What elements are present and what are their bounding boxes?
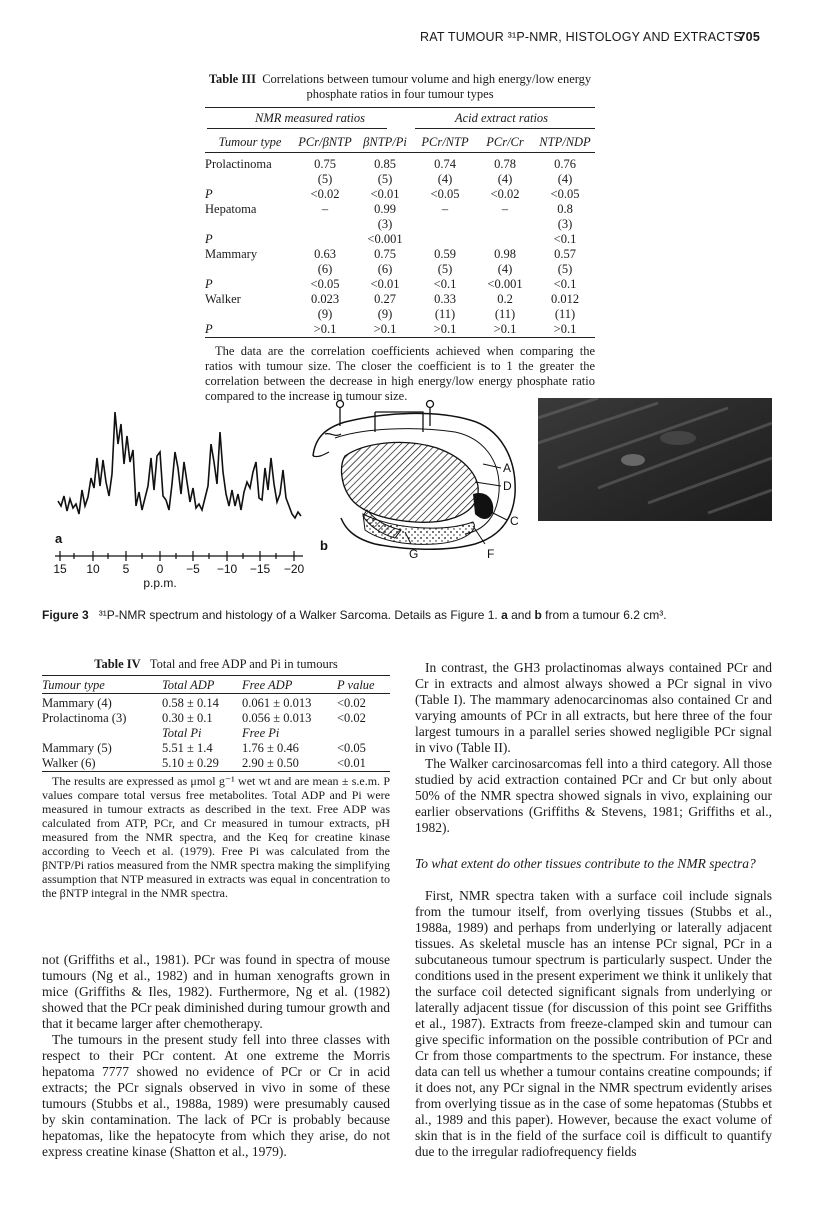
table-cell: (11) (434, 306, 456, 321)
table-cell: 0.76 (554, 156, 576, 171)
table-cell: >0.1 (313, 321, 337, 336)
table-cell: <0.1 (433, 276, 457, 291)
axis-tick-label: −5 (186, 562, 200, 576)
figure-3-histology-diagram (305, 398, 530, 573)
table-cell: 0.98 (494, 246, 516, 261)
figure-3-caption-b: b (534, 608, 542, 622)
table-3-caption-line1: Correlations between tumour volume and high energy/low energy (262, 72, 592, 86)
running-head-title: RAT TUMOUR ³¹P-NMR, HISTOLOGY AND EXTRACTS (420, 30, 742, 44)
table-cell: (4) (557, 171, 573, 186)
table-cell: <0.02 (490, 186, 520, 201)
table-cell: 1.76 ± 0.46 (242, 741, 299, 755)
table-cell: >0.1 (493, 321, 517, 336)
table-cell: 0.27 (374, 291, 396, 306)
histology-micrograph (538, 398, 772, 521)
table-cell: (4) (497, 261, 513, 276)
region-label-c: C (510, 514, 519, 528)
table-cell: Prolactinoma (3) (42, 711, 127, 725)
table-row (205, 217, 595, 232)
table-cell: (4) (497, 171, 513, 186)
table-cell: <0.05 (430, 186, 460, 201)
body-paragraph: The tumours in the present study fell into three classes with respect to their PCr content. At one extreme the Morris hepatoma 7777 showed no evidence of PCr or Cr in acid extracts; the PCr signals observed in vivo in some of these tumours (Stubbs et al., 1988a, 1989) were presumably caused by skin contamination. The lack of PCr is probably because hepatomas, like the hepatocyte from which they arise, do not express creatine kinase (Shatton et al., 1979). (42, 1032, 390, 1159)
table-3 (205, 72, 595, 404)
table-row (205, 187, 595, 202)
table-4-grid (42, 675, 390, 774)
table-cell: 0.78 (494, 156, 516, 171)
table-3-header-cell: PCr/βNTP (298, 135, 352, 150)
table-3-caption-line2: phosphate ratios in four tumour types (306, 87, 494, 101)
table-cell: >0.1 (553, 321, 577, 336)
table-cell: Mammary (5) (42, 741, 112, 755)
table-cell: (6) (317, 261, 333, 276)
table-cell: (11) (554, 306, 576, 321)
table-cell: (5) (377, 171, 393, 186)
figure-3-spectrum (45, 398, 315, 598)
table-cell: 0.57 (554, 246, 576, 261)
table-cell: Walker (6) (42, 756, 96, 770)
body-paragraph: The Walker carcinosarcomas fell into a third category. All those studied by acid extraction contained PCr and Cr but only about 50% of the NMR spectra showed signals in vivo, explaining our earlier observations (Griffiths & Stevens, 1981; Griffiths et al., 1982). (415, 756, 772, 835)
table-cell: 0.99 (374, 201, 396, 216)
table-cell (337, 726, 390, 741)
table-row (42, 696, 390, 711)
table-cell: 0.58 ± 0.14 (162, 696, 219, 710)
running-head (420, 30, 760, 44)
table-row (205, 292, 595, 307)
table-4-label: Table IV (94, 657, 141, 671)
table-cell (205, 217, 295, 232)
table-cell: <0.001 (487, 276, 523, 291)
table-cell: Mammary (4) (42, 696, 112, 710)
table-cell (295, 232, 355, 247)
table-cell (415, 232, 475, 247)
table-cell: <0.05 (550, 186, 580, 201)
table-cell: (9) (377, 306, 393, 321)
panel-a-label: a (55, 531, 63, 546)
table-cell: 5.10 ± 0.29 (162, 756, 219, 770)
panel-b-label: b (320, 538, 328, 553)
table-4-caption-text: Total and free ADP and Pi in tumours (149, 657, 338, 671)
table-cell: Prolactinoma (205, 156, 272, 171)
figure-3-caption-a: a (501, 608, 508, 622)
table-cell: P (205, 276, 213, 291)
table-cell: P (205, 186, 213, 201)
axis-tick-label: 5 (122, 562, 130, 576)
table-cell: 0.75 (314, 156, 336, 171)
table-row (205, 262, 595, 277)
table-cell: Mammary (205, 246, 258, 261)
table-row (205, 277, 595, 292)
axis-tick-label: 0 (156, 562, 164, 576)
table-row (205, 307, 595, 322)
table-cell: (4) (437, 171, 453, 186)
axis-tick-label: −15 (249, 562, 271, 576)
table-cell: 0.75 (374, 246, 396, 261)
table-cell: <0.01 (337, 756, 366, 770)
table-3-header-cell: PCr/Cr (486, 135, 524, 150)
table-cell (295, 217, 355, 232)
table-row (205, 322, 595, 338)
table-cell (42, 726, 162, 741)
table-4-header-cell: Free ADP (242, 678, 293, 692)
table-cell: (9) (317, 306, 333, 321)
region-label-f: F (487, 547, 495, 561)
figure-3-caption-end: from a tumour 6.2 cm³. (545, 608, 667, 622)
table-cell: >0.1 (433, 321, 457, 336)
table-cell: – (321, 201, 329, 216)
table-cell: <0.01 (370, 186, 400, 201)
table-row (205, 172, 595, 187)
table-cell: 0.85 (374, 156, 396, 171)
figure-3-caption (42, 608, 772, 622)
axis-unit-label: p.p.m. (143, 576, 177, 590)
table-cell: 5.51 ± 1.4 (162, 741, 213, 755)
right-column-text (415, 660, 772, 1160)
table-cell (205, 307, 295, 322)
table-cell (205, 262, 295, 277)
table-cell: (5) (317, 171, 333, 186)
figure-3-caption-text: ³¹P-NMR spectrum and histology of a Walker Sarcoma. Details as Figure 1. (98, 608, 498, 622)
table-cell: 0.061 ± 0.013 (242, 696, 312, 710)
region-label-d: D (503, 479, 512, 493)
table-3-group-acid: Acid extract ratios (455, 111, 549, 125)
figure-3-caption-and: and (511, 608, 532, 622)
table-cell: – (441, 201, 449, 216)
table-cell: (5) (557, 261, 573, 276)
axis-tick-label: −10 (216, 562, 238, 576)
axis-tick-label: −20 (283, 562, 305, 576)
page-number: 705 (738, 30, 760, 44)
axis-tick-label: 10 (86, 562, 100, 576)
table-cell: 0.056 ± 0.013 (242, 711, 312, 725)
table-cell: Free Pi (242, 726, 280, 740)
table-cell: Total Pi (162, 726, 202, 740)
table-cell: <0.02 (337, 711, 366, 725)
table-cell: – (501, 201, 509, 216)
table-cell (475, 217, 535, 232)
table-row (42, 756, 390, 772)
table-3-header-cell: NTP/NDP (539, 135, 591, 150)
table-row (205, 202, 595, 217)
table-cell: (3) (377, 216, 393, 231)
table-3-note: The data are the correlation coefficients achieved when comparing the ratios with tumour size. The closer the coefficient is to 1 the greater the correlation between the decrease in high energy/low energy phosphate ratio compared to the increase in tumour size. (205, 343, 595, 403)
table-cell: 0.33 (434, 291, 456, 306)
table-cell (415, 217, 475, 232)
region-label-g: G (409, 547, 419, 561)
table-row (42, 711, 390, 726)
table-cell: 2.90 ± 0.50 (242, 756, 299, 770)
table-cell: (6) (377, 261, 393, 276)
table-cell: 0.2 (497, 291, 513, 306)
table-4-header-cell: P value (337, 678, 375, 692)
table-3-caption (205, 72, 595, 102)
table-cell: (5) (437, 261, 453, 276)
table-cell: 0.012 (550, 291, 580, 306)
table-3-header-cell: βNTP/Pi (363, 135, 407, 150)
table-cell: <0.05 (310, 276, 340, 291)
table-cell: <0.05 (337, 741, 366, 755)
table-4 (42, 657, 390, 900)
table-cell: <0.001 (367, 231, 403, 246)
body-paragraph: In contrast, the GH3 prolactinomas always contained PCr and Cr in extracts and almost always showed a PCr signal in vivo (Table I). The mammary adenocarcinomas also contained Cr and varying amounts of PCr in all extracts, but here three of the four largest tumours in a parallel series showed negligible PCr signal in vivo (Table II). (415, 660, 772, 755)
table-cell: <0.02 (337, 696, 366, 710)
table-cell (205, 172, 295, 187)
table-row (42, 741, 390, 756)
table-row (42, 726, 390, 741)
table-3-group-nmr: NMR measured ratios (255, 111, 365, 125)
left-column-text (42, 952, 390, 1160)
nmr-spectrum-trace (58, 412, 301, 518)
table-3-grid (205, 134, 595, 342)
table-4-caption (42, 657, 390, 672)
table-3-header-row (205, 134, 595, 152)
table-cell: <0.01 (370, 276, 400, 291)
table-row (205, 247, 595, 262)
table-cell: <0.1 (553, 231, 577, 246)
table-4-header-row (42, 678, 390, 694)
table-4-header-cell: Total ADP (162, 678, 215, 692)
table-cell: P (205, 321, 213, 336)
table-3-header-cell: PCr/NTP (421, 135, 469, 150)
table-cell (475, 232, 535, 247)
table-cell: 0.74 (434, 156, 456, 171)
table-4-note: The results are expressed as μmol g⁻¹ wet wt and are mean ± s.e.m. P values compare total versus free metabolites. Total ADP and Pi were measured in tumour extracts as described in the text. Free ADP was calculated from ATP, PCr, and Cr measured in tumour extracts, pH measured from the NMR spectra, and the Keq for creatine kinase according to Veech et al. (1979). Free Pi was calculated from the βNTP/Pi ratios measured from the NMR spectra making the simplifying assumption that NTP measured in extracts was equal in concentration to the βNTP integral in the NMR spectra. (42, 774, 390, 900)
table-cell: Walker (205, 291, 241, 306)
axis-tick-label: 15 (53, 562, 67, 576)
section-heading: To what extent do other tissues contribute to the NMR spectra? (415, 856, 756, 871)
table-cell: 0.30 ± 0.1 (162, 711, 213, 725)
table-cell: <0.02 (310, 186, 340, 201)
table-4-header-cell: Tumour type (42, 678, 105, 692)
table-3-label: Table III (208, 72, 256, 86)
table-cell: 0.63 (314, 246, 336, 261)
table-row (205, 157, 595, 172)
table-cell: P (205, 231, 213, 246)
table-3-header-cell: Tumour type (218, 135, 282, 150)
table-cell: Hepatoma (205, 201, 257, 216)
table-cell: (11) (494, 306, 516, 321)
figure-3-label: Figure 3 (42, 608, 89, 622)
table-cell: (3) (557, 216, 573, 231)
table-cell: 0.023 (310, 291, 340, 306)
table-cell: <0.1 (553, 276, 577, 291)
body-paragraph: First, NMR spectra taken with a surface coil include signals from the tumour itself, from overlying tissues (Stubbs et al., 1988a, 1989) and perhaps from underlying or laterally adjacent tissues. As skeletal muscle has an intense PCr signal, PCr in a subcutaneous tumour spectrum is particularly suspect. Under the conditions used in the present experiment we think it unlikely that the surface coil detected significant signals from underlying or laterally adjacent tissue (for discussion of this point see Griffiths et al., 1987). Extracts from freeze-clamped skin and tumour can give specific information on the possible contribution of PCr and Cr from those compartments to the spectrum. For instance, these data can tell us whether a tumour contains creatine compounds; if it does not, any PCr signal in the NMR spectrum evidently arises from overlying tissue as in the case of some hepatomas (Stubbs et al., 1989 and this paper). However, because the exact volume of skin that is in the field of the surface coil is difficult to quantify due to the irregular radiofrequency fields (415, 888, 772, 1159)
region-label-a: A (503, 461, 512, 475)
table-cell: 0.8 (557, 201, 573, 216)
table-row (205, 232, 595, 247)
table-3-group-header (205, 108, 595, 128)
table-cell: >0.1 (373, 321, 397, 336)
table-cell: 0.59 (434, 246, 456, 261)
body-paragraph: not (Griffiths et al., 1981). PCr was found in spectra of mouse tumours (Ng et al., 1982) and in human xenografts grown in mice (Griffiths & Iles, 1982). Furthermore, Ng et al. (1982) showed that the PCr peak diminished during tumour growth and that it became larger after chemotherapy. (42, 952, 390, 1031)
